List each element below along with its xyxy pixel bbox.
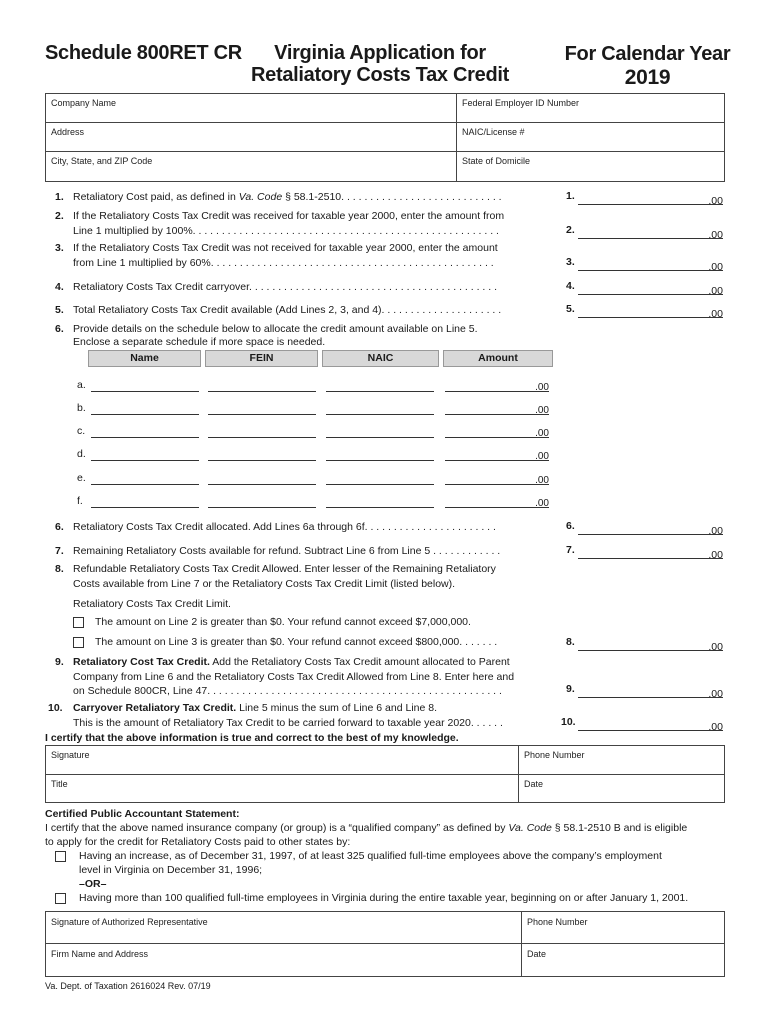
line-8-text-a: Refundable Retaliatory Costs Tax Credit Allowed. Enter lesser of the Remaining Retaliatory [73, 563, 496, 575]
naic-input[interactable] [326, 472, 434, 485]
company-info-box [45, 93, 725, 182]
naic-input[interactable] [326, 402, 434, 415]
line-9-number: 9. [55, 656, 64, 668]
line-10-answer-number: 10. [561, 716, 576, 728]
line-8-answer-number: 8. [566, 636, 575, 648]
line-1-text-a: Retaliatory Cost paid, as defined in [73, 191, 239, 203]
firm-name-address-field[interactable]: Firm Name and Address [51, 949, 149, 959]
line-2-answer-number: 2. [566, 224, 575, 236]
divider [456, 93, 457, 182]
line-9-text-b: Company from Line 6 and the Retaliatory Costs Tax Credit Allowed from Line 8. Enter here and [73, 671, 515, 683]
line-8-amount-input[interactable]: .00 [578, 636, 723, 651]
line-1-text-b: § 58.1-2510. . . . . . . . . . . . . . . . . . . . . . . . . . . . [282, 191, 502, 203]
address-field[interactable]: Address [51, 127, 85, 137]
certification-statement: I certify that the above information is true and correct to the best of my knowledge. [45, 732, 459, 744]
line-9-heading: Retaliatory Cost Tax Credit. [73, 656, 210, 668]
line-7-text: Remaining Retaliatory Costs available for refund. Subtract Line 6 from Line 5 . . . . . . . . . . . . [73, 545, 501, 557]
line-8-number: 8. [55, 563, 64, 575]
line-4-text: Retaliatory Costs Tax Credit carryover. . . . . . . . . . . . . . . . . . . . . . . . . . . . . . . . . . . . . . . . . . . [73, 281, 497, 293]
name-input[interactable] [91, 425, 199, 438]
cpa-option-1-text-a: Having an increase, as of December 31, 1997, of at least 325 qualified full-time employees above the company’s employment [79, 850, 662, 862]
fein-input[interactable] [208, 402, 316, 415]
line-6-amount-input[interactable]: .00 [578, 520, 723, 535]
title-field[interactable]: Title [51, 779, 68, 789]
column-header-fein: FEIN [205, 350, 318, 367]
divider [45, 122, 725, 123]
naic-input[interactable] [326, 448, 434, 461]
row-letter: e. [77, 472, 86, 484]
row-letter: f. [77, 495, 83, 507]
fein-input[interactable] [208, 379, 316, 392]
line-10-amount-input[interactable]: .00 [578, 716, 723, 731]
line-6-answer-number: 6. [566, 520, 575, 532]
form-title-line1: Virginia Application for [274, 42, 486, 64]
line-7-answer-number: 7. [566, 544, 575, 556]
cpa-option-1-text-b: level in Virginia on December 31, 1996; [79, 864, 263, 876]
line-10-text-a [73, 701, 437, 716]
naic-license-field[interactable]: NAIC/License # [462, 127, 525, 137]
cpa-text-1 [45, 821, 687, 836]
line-5-answer-number: 5. [566, 303, 575, 315]
naic-input[interactable] [326, 425, 434, 438]
fein-input[interactable] [208, 472, 316, 485]
line-6-text-b: Enclose a separate schedule if more space is needed. [73, 336, 326, 348]
cpa-text-2: to apply for the credit for Retaliatory Costs paid to other states by: [45, 836, 351, 848]
divider [45, 151, 725, 152]
line-2-amount-input[interactable]: .00 [578, 224, 723, 239]
form-title [250, 42, 510, 86]
row-letter: a. [77, 379, 86, 391]
divider [45, 774, 725, 775]
naic-input[interactable] [326, 379, 434, 392]
fein-field[interactable]: Federal Employer ID Number [462, 98, 580, 108]
line-9-text-a [73, 655, 510, 670]
fein-input[interactable] [208, 495, 316, 508]
naic-input[interactable] [326, 495, 434, 508]
signature-field[interactable]: Signature [51, 750, 90, 760]
name-input[interactable] [91, 472, 199, 485]
cpa-text-1a: I certify that the above named insurance company (or group) is a “qualified company” as defined by [45, 822, 509, 834]
calendar-year-value: 2019 [624, 66, 671, 89]
line-4-number: 4. [55, 281, 64, 293]
line-2-number: 2. [55, 210, 64, 222]
line-1-number: 1. [55, 191, 64, 203]
column-header-name: Name [88, 350, 201, 367]
line-9-text-c: on Schedule 800CR, Line 47. . . . . . . . . . . . . . . . . . . . . . . . . . . . . . . . . . . . . . . . . . . . . . . . . . . [73, 685, 502, 697]
limit-option-2-text: The amount on Line 3 is greater than $0. Your refund cannot exceed $800,000. . . . . . . [95, 636, 498, 648]
row-letter: b. [77, 402, 86, 414]
line-1-code: Va. Code [238, 191, 283, 203]
line-10-heading: Carryover Retaliatory Tax Credit. [73, 702, 237, 714]
line-6-number: 6. [55, 323, 64, 335]
name-input[interactable] [91, 402, 199, 415]
amount-input[interactable]: .00 [445, 448, 549, 461]
line-6-total-number: 6. [55, 521, 64, 533]
amount-input[interactable]: .00 [445, 495, 549, 508]
line-3-answer-number: 3. [566, 256, 575, 268]
line-9-answer-number: 9. [566, 683, 575, 695]
line-6-text-a: Provide details on the schedule below to allocate the credit amount available on Line 5. [73, 323, 478, 335]
calendar-year-label: For Calendar Year [564, 43, 731, 65]
name-input[interactable] [91, 379, 199, 392]
column-header-naic: NAIC [322, 350, 439, 367]
row-letter: d. [77, 448, 86, 460]
divider [45, 943, 725, 944]
line-9-desc: Add the Retaliatory Costs Tax Credit amount allocated to Parent [209, 656, 510, 668]
line-2-text-a: If the Retaliatory Costs Tax Credit was received for taxable year 2000, enter the amount from [73, 210, 505, 222]
line-1-text [73, 190, 502, 205]
state-of-domicile-field[interactable]: State of Domicile [462, 156, 531, 166]
line-4-answer-number: 4. [566, 280, 575, 292]
line-5-number: 5. [55, 304, 64, 316]
name-input[interactable] [91, 448, 199, 461]
rep-phone-field[interactable]: Phone Number [527, 917, 588, 927]
amount-input[interactable]: .00 [445, 472, 549, 485]
fein-input[interactable] [208, 448, 316, 461]
line-8-text-b: Costs available from Line 7 or the Retaliatory Costs Tax Credit Limit (listed below). [73, 578, 456, 590]
limit-option-1-checkbox[interactable] [73, 617, 84, 628]
line-5-text: Total Retaliatory Costs Tax Credit available (Add Lines 2, 3, and 4). . . . . . . . . . . . . . . . . . . . . [73, 304, 502, 316]
line-3-number: 3. [55, 242, 64, 254]
line-7-amount-input[interactable]: .00 [578, 544, 723, 559]
line-3-text-b: from Line 1 multiplied by 60%. . . . . . . . . . . . . . . . . . . . . . . . . . . . . . . . . . . . . . . . . . . . . . . . . [73, 257, 494, 269]
amount-input[interactable]: .00 [445, 425, 549, 438]
line-10-number: 10. [48, 702, 63, 714]
form-footer: Va. Dept. of Taxation 2616024 Rev. 07/19 [45, 981, 211, 991]
line-2-text-b: Line 1 multiplied by 100%. . . . . . . . . . . . . . . . . . . . . . . . . . . . . . . . . . . . . . . . . . . . . . . . . . . . . [73, 225, 499, 237]
divider [518, 745, 519, 803]
line-7-number: 7. [55, 545, 64, 557]
line-5-amount-input[interactable]: .00 [578, 303, 723, 318]
date-field[interactable]: Date [524, 779, 544, 789]
cpa-code: Va. Code [508, 822, 552, 834]
line-10-text-b: This is the amount of Retaliatory Tax Credit to be carried forward to taxable year 2020. . . . . . [73, 717, 503, 729]
cpa-or-separator: –OR– [79, 878, 107, 890]
form-title-line2: Retaliatory Costs Tax Credit [251, 64, 509, 86]
calendar-year [560, 42, 735, 90]
line-3-text-a: If the Retaliatory Costs Tax Credit was not received for taxable year 2000, enter the amount [73, 242, 498, 254]
rep-date-field[interactable]: Date [527, 949, 547, 959]
line-3-amount-input[interactable]: .00 [578, 256, 723, 271]
line-1-answer-number: 1. [566, 190, 575, 202]
cpa-option-2-text: Having more than 100 qualified full-time employees in Virginia during the entire taxable year, beginning on or after January 1, 2001. [79, 892, 689, 904]
name-input[interactable] [91, 495, 199, 508]
cpa-option-2-checkbox[interactable] [55, 893, 66, 904]
column-header-amount: Amount [443, 350, 553, 367]
amount-input[interactable]: .00 [445, 402, 549, 415]
schedule-title: Schedule 800RET CR [45, 42, 242, 64]
cpa-heading: Certified Public Accountant Statement: [45, 808, 240, 820]
company-name-field[interactable]: Company Name [51, 98, 117, 108]
line-9-amount-input[interactable]: .00 [578, 683, 723, 698]
phone-number-field[interactable]: Phone Number [524, 750, 585, 760]
line-6-total-text: Retaliatory Costs Tax Credit allocated. Add Lines 6a through 6f. . . . . . . . . . . . . . . . . . . . . . . [73, 521, 496, 533]
line-1-amount-input[interactable]: .00 [578, 190, 723, 205]
amount-input[interactable]: .00 [445, 379, 549, 392]
line-10-desc: Line 5 minus the sum of Line 6 and Line 8. [236, 702, 438, 714]
rep-signature-field[interactable]: Signature of Authorized Representative [51, 917, 208, 927]
limit-option-2-checkbox[interactable] [73, 637, 84, 648]
divider [521, 911, 522, 977]
fein-input[interactable] [208, 425, 316, 438]
cpa-text-1b: § 58.1-2510 B and is eligible [551, 822, 688, 834]
credit-limit-label: Retaliatory Costs Tax Credit Limit. [73, 598, 231, 610]
cpa-option-1-checkbox[interactable] [55, 851, 66, 862]
limit-option-1-text: The amount on Line 2 is greater than $0. Your refund cannot exceed $7,000,000. [95, 616, 471, 628]
city-state-zip-field[interactable]: City, State, and ZIP Code [51, 156, 153, 166]
line-4-amount-input[interactable]: .00 [578, 280, 723, 295]
row-letter: c. [77, 425, 86, 437]
